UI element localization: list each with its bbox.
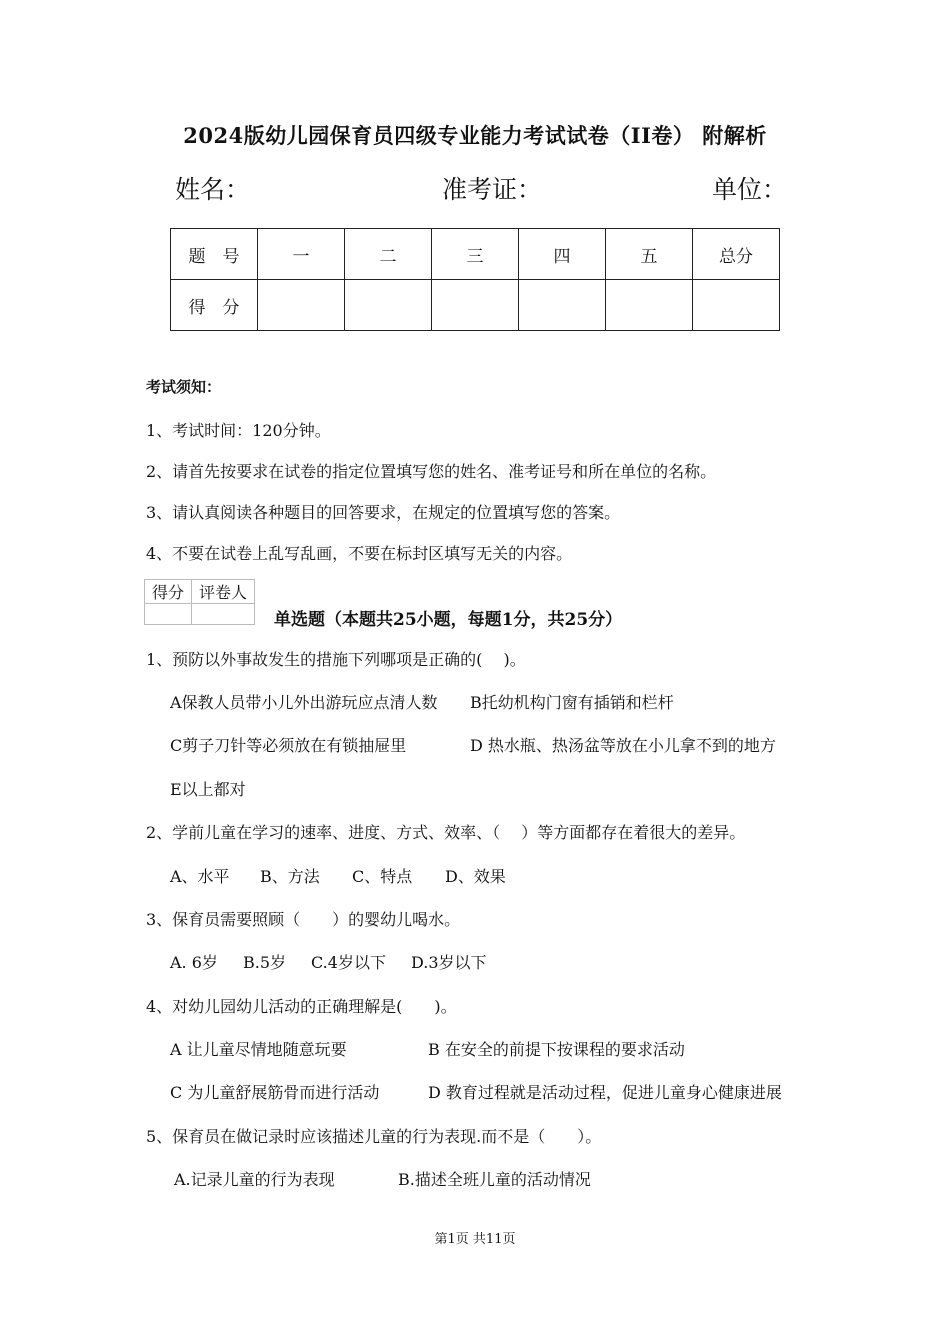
question-option: C、特点: [352, 867, 413, 886]
question-option: E以上都对: [170, 780, 246, 799]
grader-box: [144, 579, 255, 625]
question-option: A、水平: [170, 867, 230, 886]
score-table-header-cell: 一: [258, 229, 345, 280]
score-table-header-cell: 总分: [693, 229, 780, 280]
score-table-header-cell: 题 号: [171, 229, 258, 280]
score-table-header-cell: 五: [606, 229, 693, 280]
question-option: A 让儿童尽情地随意玩要: [170, 1040, 347, 1059]
question-option: B.描述全班儿童的活动情况: [398, 1170, 591, 1189]
score-table-header-cell: 三: [432, 229, 519, 280]
question-option: B 在安全的前提下按课程的要求活动: [428, 1040, 685, 1059]
question-stem: 1、预防以外事故发生的措施下列哪项是正确的( )。: [146, 650, 526, 669]
notice-heading: 考试须知：: [146, 378, 222, 396]
score-row-label: 得 分: [171, 280, 258, 331]
question-option: D 热水瓶、热汤盆等放在小儿拿不到的地方: [470, 736, 776, 755]
grader-name-label: 评卷人: [192, 580, 255, 604]
score-cell: [693, 280, 780, 331]
score-table-header-cell: 四: [519, 229, 606, 280]
score-table-score-row: [171, 280, 780, 331]
exam-title: 2024版幼儿园保育员四级专业能力考试试卷（II卷） 附解析: [183, 123, 767, 148]
section-title: 单选题（本题共25小题，每题1分，共25分）: [274, 610, 623, 630]
exam-id-label: 准考证：: [442, 175, 543, 204]
question-option: C剪子刀针等必须放在有锁抽屉里: [170, 736, 407, 755]
question-option: B托幼机构门窗有插销和栏杆: [470, 693, 674, 712]
question-option: C 为儿童舒展筋骨而进行活动: [170, 1083, 380, 1102]
score-table-header-row: [171, 229, 780, 280]
question-option: D.3岁以下: [411, 953, 487, 972]
page-footer: 第1页 共11页: [434, 1232, 516, 1247]
question-stem: 2、学前儿童在学习的速率、进度、方式、效率、（ ）等方面都存在着很大的差异。: [146, 823, 746, 842]
question-option: D 教育过程就是活动过程，促进儿童身心健康进展: [428, 1083, 782, 1102]
score-cell: [606, 280, 693, 331]
grader-score-cell: [145, 604, 192, 625]
notice-item: 1、考试时间：120分钟。: [146, 421, 331, 440]
question-option: B、方法: [260, 867, 320, 886]
notice-item: 4、不要在试卷上乱写乱画，不要在标封区填写无关的内容。: [146, 544, 573, 563]
question-option: A. 6岁: [170, 953, 218, 972]
notice-item: 3、请认真阅读各种题目的回答要求，在规定的位置填写您的答案。: [146, 503, 621, 522]
score-cell: [519, 280, 606, 331]
score-cell: [432, 280, 519, 331]
score-table-header-cell: 二: [345, 229, 432, 280]
question-stem: 3、保育员需要照顾（ ）的婴幼儿喝水。: [146, 910, 461, 929]
question-option: D、效果: [445, 867, 506, 886]
question-option: A保教人员带小儿外出游玩应点清人数: [170, 693, 438, 712]
score-cell: [258, 280, 345, 331]
question-stem: 5、保育员在做记录时应该描述儿童的行为表现.而不是（ ）。: [146, 1127, 602, 1146]
score-cell: [345, 280, 432, 331]
question-option: A.记录儿童的行为表现: [174, 1170, 335, 1189]
score-table: [170, 228, 780, 331]
notice-item: 2、请首先按要求在试卷的指定位置填写您的姓名、准考证号和所在单位的名称。: [146, 462, 717, 481]
unit-label: 单位：: [712, 175, 788, 204]
question-option: B.5岁: [243, 953, 287, 972]
question-option: C.4岁以下: [311, 953, 386, 972]
question-stem: 4、对幼儿园幼儿活动的正确理解是( )。: [146, 997, 457, 1016]
grader-score-label: 得分: [145, 580, 192, 604]
grader-name-cell: [192, 604, 255, 625]
name-label: 姓名：: [175, 175, 251, 204]
